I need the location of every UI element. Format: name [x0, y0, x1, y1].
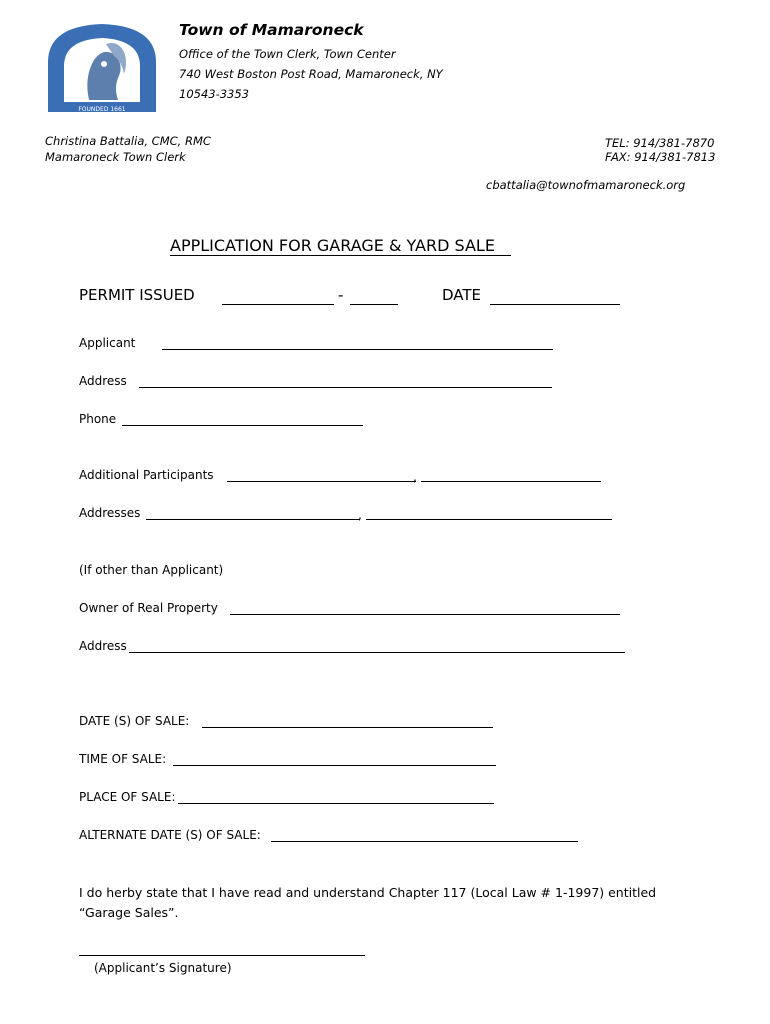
time-of-sale-label: TIME OF SALE:: [79, 752, 167, 766]
clerk-title: Mamaroneck Town Clerk: [45, 150, 186, 164]
if-other-label: (If other than Applicant): [79, 563, 224, 577]
addresses-comma: ,: [358, 508, 362, 522]
applicant-field[interactable]: [162, 349, 553, 350]
addresses-label: Addresses: [79, 506, 141, 520]
phone-label: Phone: [79, 412, 117, 426]
owner-label: Owner of Real Property: [79, 601, 218, 615]
participant-1-field[interactable]: [227, 481, 416, 482]
permit-number-field[interactable]: [222, 304, 334, 305]
title-underline: [170, 255, 511, 256]
alternate-dates-field[interactable]: [271, 841, 578, 842]
applicant-label: Applicant: [79, 336, 136, 350]
owner-address-label: Address: [79, 639, 127, 653]
dates-of-sale-field[interactable]: [202, 727, 493, 728]
permit-issued-label: PERMIT ISSUED: [79, 286, 195, 304]
owner-address-field[interactable]: [129, 652, 625, 653]
address-field[interactable]: [139, 387, 552, 388]
address-line: 740 West Boston Post Road, Mamaroneck, NY: [179, 67, 443, 81]
participant-comma: ,: [413, 470, 417, 484]
form-title: APPLICATION FOR GARAGE & YARD SALE: [170, 236, 495, 255]
additional-participants-label: Additional Participants: [79, 468, 214, 482]
clerk-fax: FAX: 914/381-7813: [605, 150, 716, 164]
time-of-sale-field[interactable]: [173, 765, 496, 766]
statement-line-1: I do herby state that I have read and understand Chapter 117 (Local Law # 1-1997) entitled: [79, 885, 657, 900]
participant-address-2-field[interactable]: [366, 519, 612, 520]
address-label: Address: [79, 374, 127, 388]
clerk-email: cbattalia@townofmamaroneck.org: [486, 178, 686, 192]
date-label: DATE: [442, 286, 482, 304]
phone-field[interactable]: [122, 425, 363, 426]
participant-2-field[interactable]: [421, 481, 601, 482]
permit-suffix-field[interactable]: [350, 304, 398, 305]
place-of-sale-field[interactable]: [178, 803, 494, 804]
svg-text:FOUNDED 1661: FOUNDED 1661: [78, 106, 126, 113]
clerk-name: Christina Battalia, CMC, RMC: [45, 134, 211, 148]
alternate-dates-label: ALTERNATE DATE (S) OF SALE:: [79, 828, 261, 842]
owner-field[interactable]: [230, 614, 620, 615]
office-line: Office of the Town Clerk, Town Center: [179, 47, 396, 61]
permit-separator: -: [338, 286, 344, 304]
statement-line-2: “Garage Sales”.: [79, 905, 179, 920]
signature-field[interactable]: [79, 955, 365, 956]
town-seal-logo: [44, 22, 160, 114]
dates-of-sale-label: DATE (S) OF SALE:: [79, 714, 190, 728]
date-field[interactable]: [490, 304, 620, 305]
town-name: Town of Mamaroneck: [179, 21, 364, 39]
clerk-tel: TEL: 914/381-7870: [605, 136, 715, 150]
participant-address-1-field[interactable]: [146, 519, 360, 520]
place-of-sale-label: PLACE OF SALE:: [79, 790, 176, 804]
signature-label: (Applicant’s Signature): [94, 961, 232, 975]
zip-line: 10543-3353: [179, 87, 249, 101]
